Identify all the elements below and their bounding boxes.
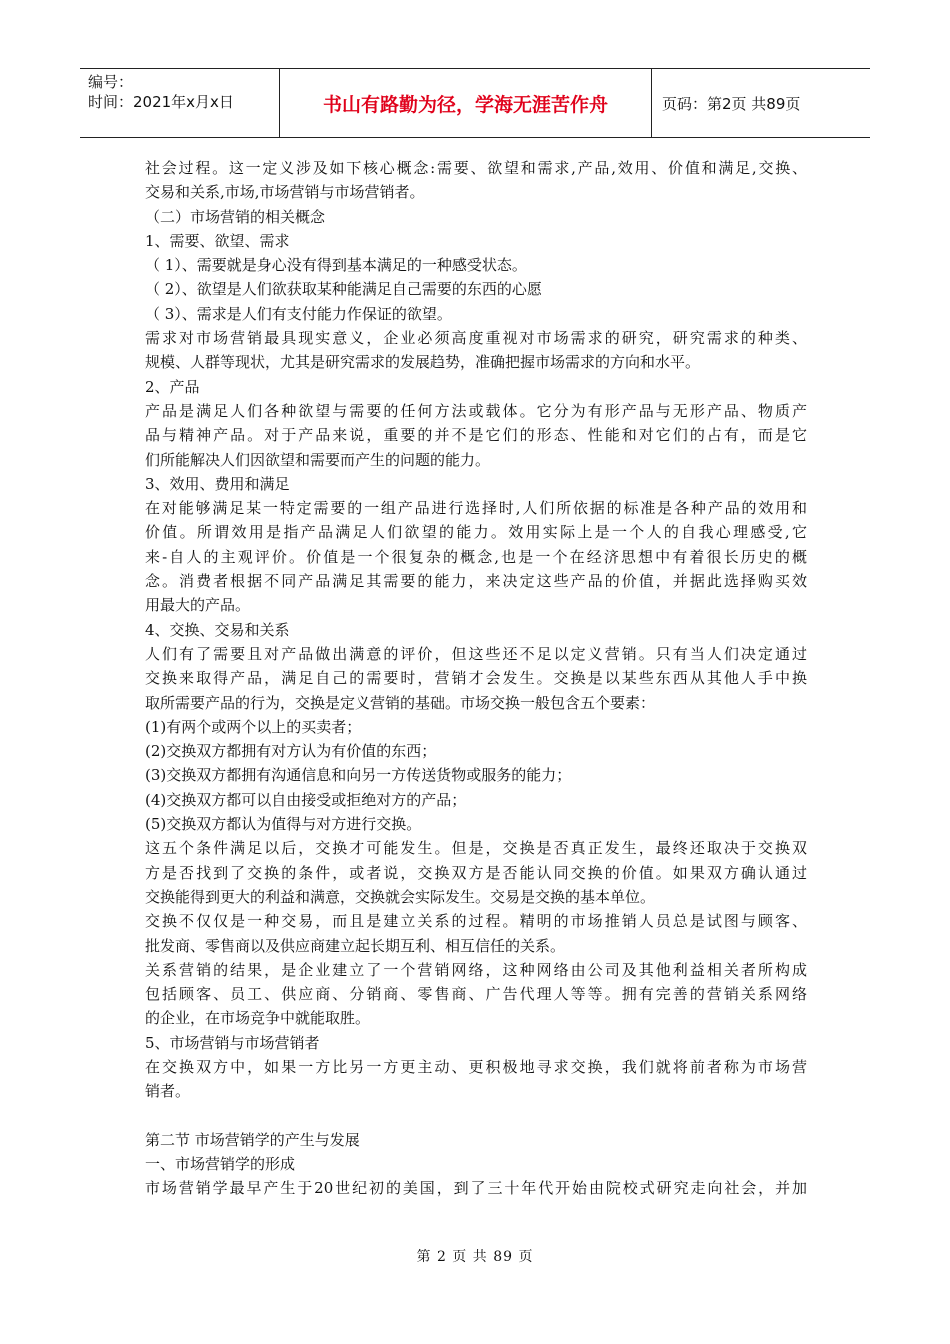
body-text-line: 1、需要、欲望、需求 [145, 231, 290, 250]
body-text-line: 来-自人的主观评价。价值是一个很复杂的概念,也是一个在经济思想中有着很长历史的概 [145, 547, 807, 566]
page-header [80, 68, 870, 138]
page-footer: 第 2 页 共 89 页 [416, 1249, 534, 1265]
body-text-line: (3)交换双方都拥有沟通信息和向另一方传送货物或服务的能力； [145, 766, 572, 785]
body-text-line: 念。消费者根据不同产品满足其需要的能力，来决定这些产品的价值，并据此选择购买效 [145, 572, 807, 591]
body-text-line: 4、交换、交易和关系 [145, 620, 290, 639]
document-body [145, 156, 807, 1201]
body-text-line: 们所能解决人们因欲望和需要而产生的问题的能力。 [145, 450, 491, 469]
body-text-line: 人们有了需要且对产品做出满意的评价，但这些还不足以定义营销。只有当人们决定通过 [145, 644, 807, 663]
header-page-info: 页码：第2页 共89页 [662, 94, 801, 113]
body-text-line: （ 1）、需要就是身心没有得到基本满足的一种感受状态。 [145, 256, 527, 275]
header-meta [80, 69, 280, 137]
body-text-line: 品与精神产品。对于产品来说，重要的并不是它们的形态、性能和对它们的占有，而是它 [145, 426, 807, 445]
body-text-line: 方是否找到了交换的条件，或者说，交换双方是否能认同交换的价值。如果双方确认通过 [145, 863, 807, 882]
document-time-label: 时间：2021年x月x日 [88, 93, 234, 111]
body-text-line: (2)交换双方都拥有对方认为有价值的东西； [145, 742, 437, 761]
body-text-line: 5、市场营销与市场营销者 [145, 1033, 320, 1052]
body-text-line: (4)交换双方都可以自由接受或拒绝对方的产品； [145, 790, 467, 809]
header-motto: 书山有路勤为径，学海无涯苦作舟 [280, 69, 652, 137]
body-text-line: 的企业，在市场竞争中就能取胜。 [145, 1009, 371, 1028]
body-text-line: 销者。 [145, 1082, 191, 1101]
body-text-line: 在交换双方中，如果一方比另一方更主动、更积极地寻求交换，我们就将前者称为市场营 [145, 1057, 807, 1076]
body-text-line: 3、效用、费用和满足 [145, 474, 290, 493]
body-text-line: 规模、人群等现状，尤其是研究需求的发展趋势，准确把握市场需求的方向和水平。 [145, 353, 701, 372]
body-text-line: (1)有两个或两个以上的买卖者； [145, 717, 362, 736]
body-text-line: 这五个条件满足以后，交换才可能发生。但是，交换是否真正发生，最终还取决于交换双 [145, 839, 807, 858]
body-text-line: 市场营销学最早产生于20世纪初的美国，到了三十年代开始由院校式研究走向社会，并加 [145, 1179, 807, 1198]
blank-line [145, 1104, 807, 1128]
body-text-line: （二）市场营销的相关概念 [145, 207, 326, 226]
body-text-line: 包括顾客、员工、供应商、分销商、零售商、广告代理人等等。拥有完善的营销关系网络 [145, 985, 807, 1004]
document-number-label: 编号： [88, 73, 134, 91]
body-text-line: 产品是满足人们各种欲望与需要的任何方法或载体。它分为有形产品与无形产品、物质产 [145, 401, 807, 420]
body-text-line: 需求对市场营销最具现实意义，企业必须高度重视对市场需求的研究，研究需求的种类、 [145, 329, 807, 348]
body-text-line: 2、产品 [145, 377, 200, 396]
body-text-line: 交换能得到更大的利益和满意，交换就会实际发生。交易是交换的基本单位。 [145, 887, 656, 906]
body-text-line: （ 3）、需求是人们有支付能力作保证的欲望。 [145, 304, 452, 323]
body-text-line: 交换来取得产品，满足自己的需要时，营销才会发生。交换是以某些东西从其他人手中换 [145, 669, 807, 688]
body-text-line: 取所需要产品的行为，交换是定义营销的基础。市场交换一般包含五个要素： [145, 693, 656, 712]
body-text-line: 价值。所谓效用是指产品满足人们欲望的能力。效用实际上是一个人的自我心理感受,它 [145, 523, 807, 542]
body-text-line: 用最大的产品。 [145, 596, 251, 615]
body-text-line: 交换不仅仅是一种交易，而且是建立关系的过程。精明的市场推销人员总是试图与顾客、 [145, 912, 807, 931]
body-text-line: 交易和关系,市场,市场营销与市场营销者。 [145, 183, 425, 202]
body-text-line: 社会过程。这一定义涉及如下核心概念:需要、欲望和需求,产品,效用、价值和满足,交换、 [145, 159, 807, 177]
body-text-line: (5)交换双方都认为值得与对方进行交换。 [145, 815, 422, 834]
body-text-line: 一、市场营销学的形成 [145, 1155, 296, 1174]
body-text-line: 批发商、零售商以及供应商建立起长期互利、相互信任的关系。 [145, 936, 566, 955]
body-text-line: （ 2）、欲望是人们欲获取某种能满足自己需要的东西的心愿 [145, 280, 542, 299]
body-text-line: 关系营销的结果，是企业建立了一个营销网络，这种网络由公司及其他利益相关者所构成 [145, 960, 807, 979]
body-text-line: 第二节 市场营销学的产生与发展 [145, 1130, 360, 1149]
body-text-line: 在对能够满足某一特定需要的一组产品进行选择时,人们所依据的标准是各种产品的效用和 [145, 499, 807, 518]
